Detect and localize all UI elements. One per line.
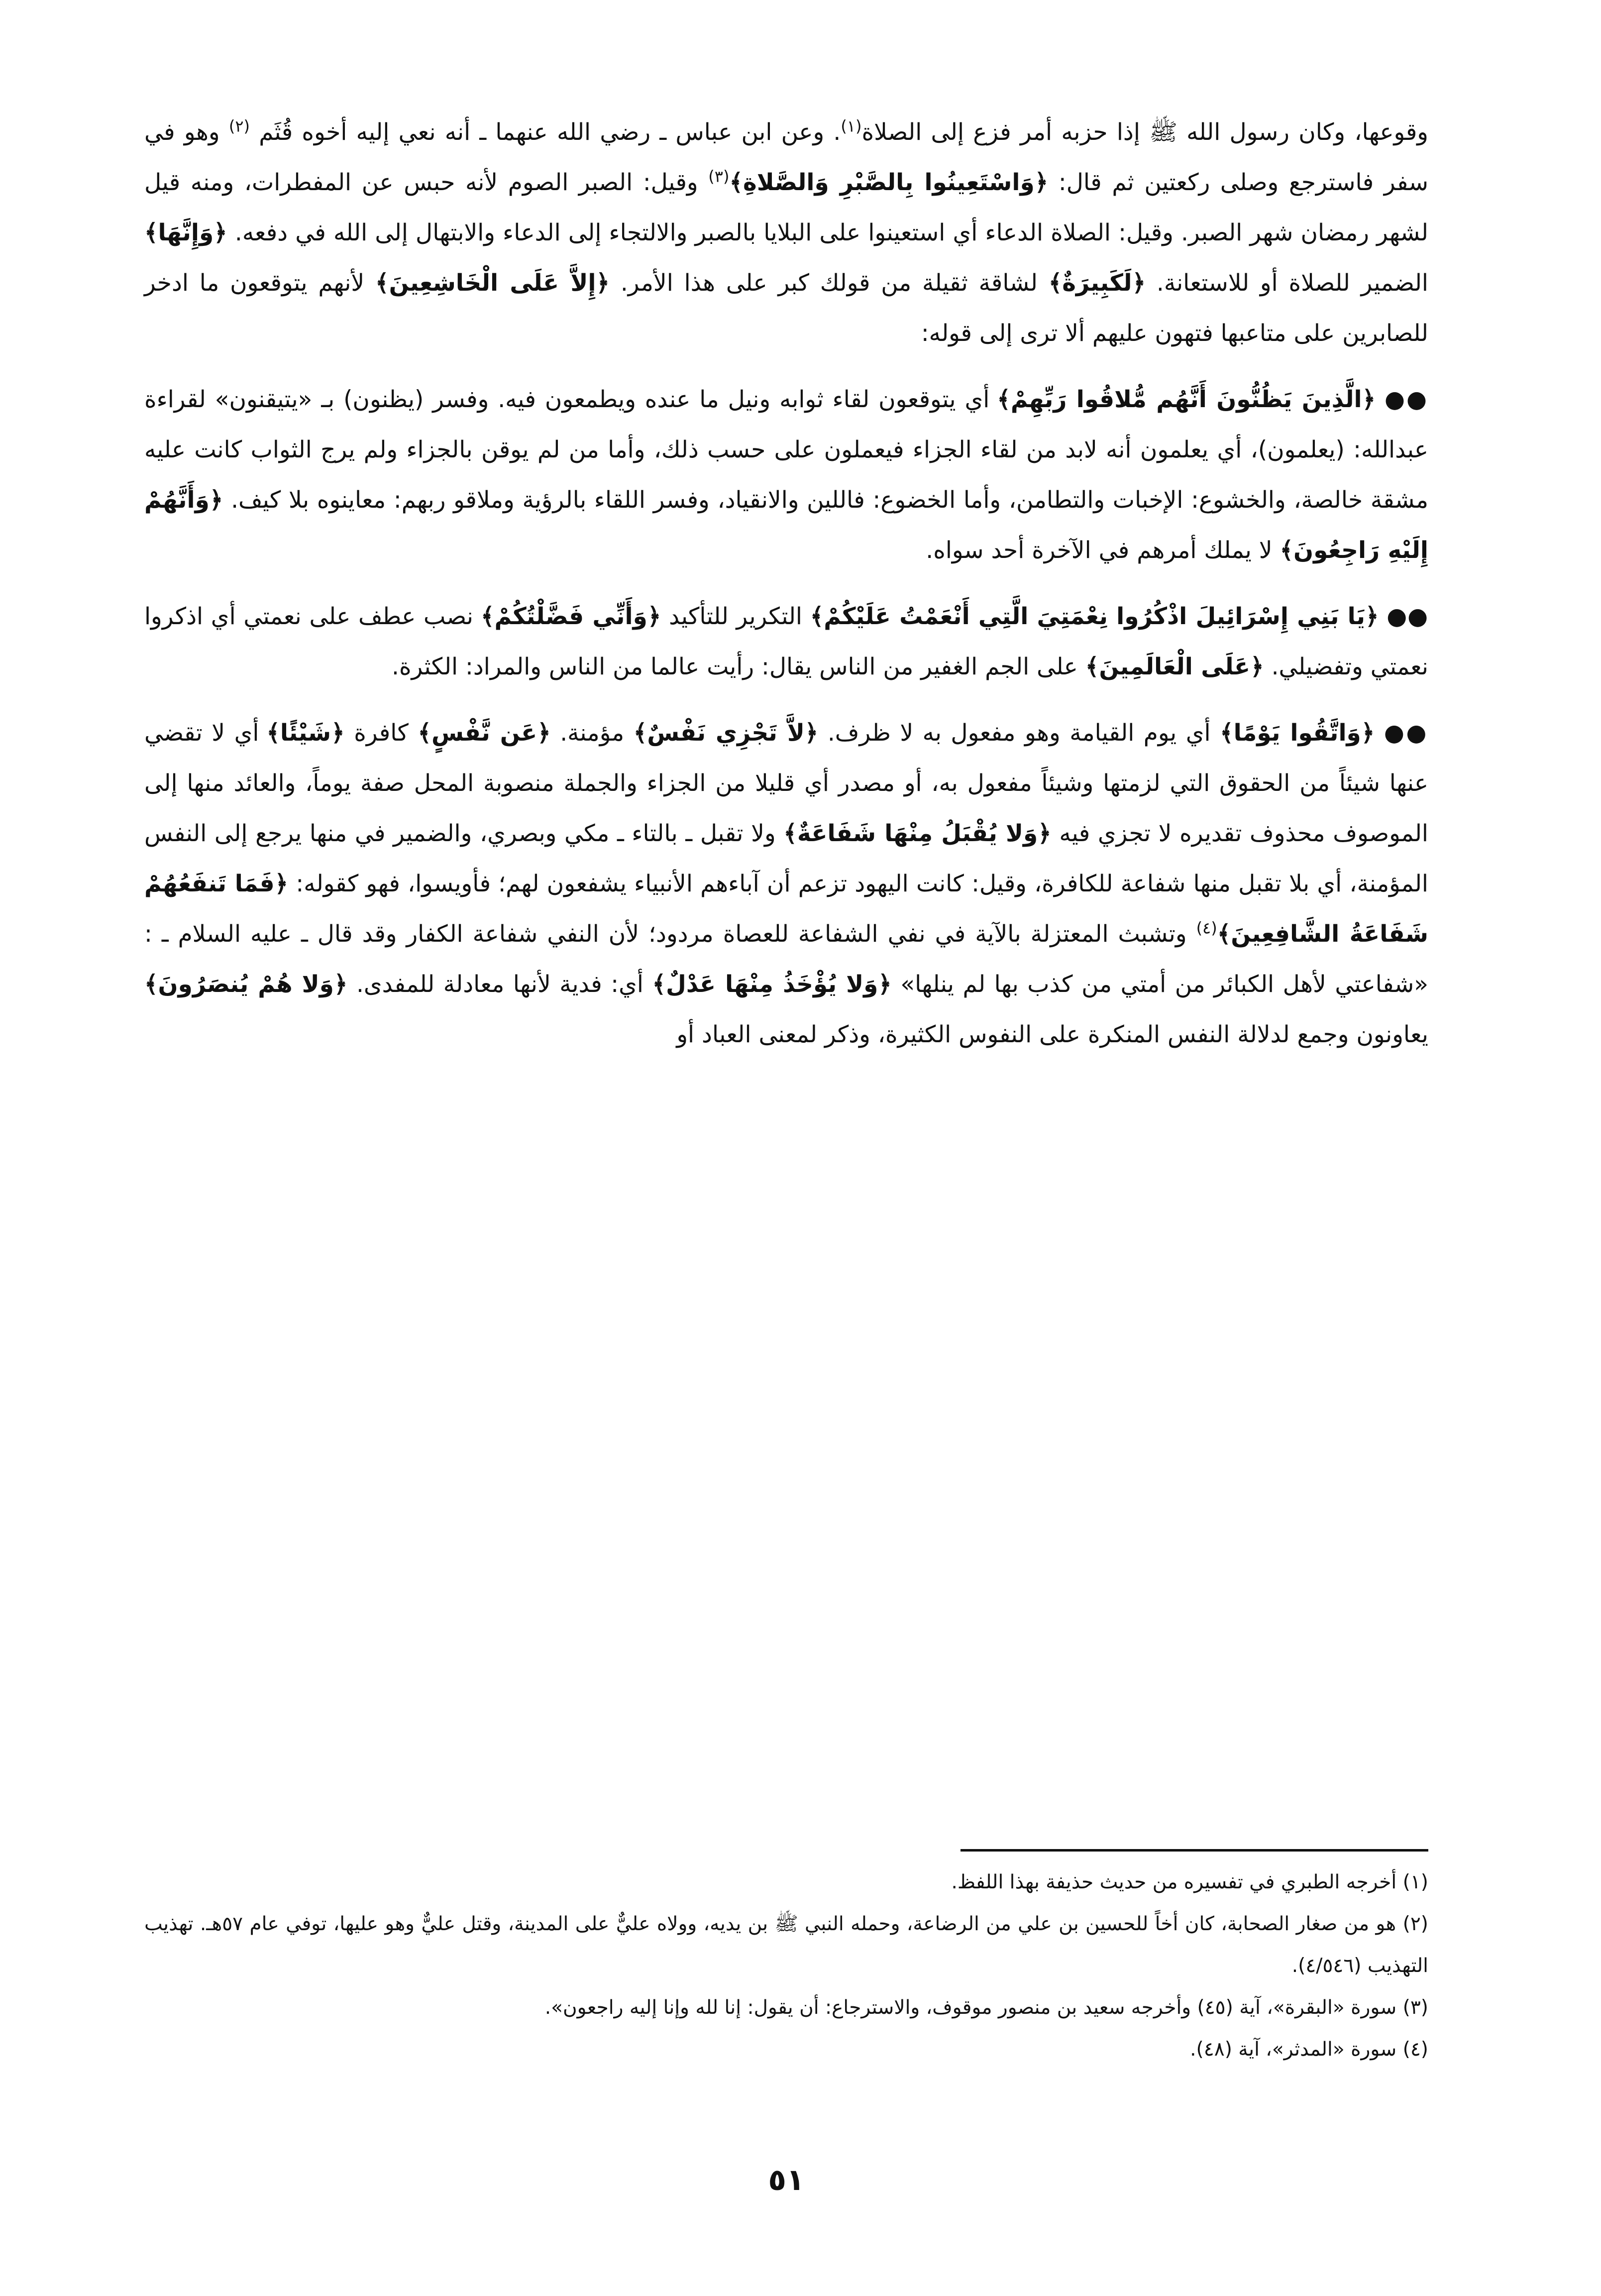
quran-quote: ﴿وَلا يُؤْخَذُ مِنْهَا عَدْلٌ﴾: [652, 971, 892, 998]
paragraph-4: [144, 708, 1428, 1060]
para1-span-11: لشاقة ثقيلة من قولك كبر على هذا الأمر.: [610, 269, 1049, 297]
para1-span-9: الضمير للصلاة أو للاستعانة.: [1146, 269, 1428, 297]
quran-quote: ﴿وَأَنَّهُمْ إِلَيْهِ رَاجِعُونَ﴾: [144, 486, 1428, 564]
footnote-1: (١) أخرجه الطبري في تفسيره من حديث حذيفة بهذا اللفظ.: [951, 1871, 1428, 1893]
para1-span-7: وقيل: الصبر الصوم لأنه حبس عن المفطرات، ومنه قيل لشهر رمضان شهر الصبر. وقيل: الصلاة الدعاء أي استعينوا على البلايا بالصبر والالتجاء إلى الدعاء والابتهال إلى الله في دفعه.: [144, 169, 1428, 246]
para4-span-9: ولا تقبل ـ بالتاء ـ مكي وبصري، والضمير في منها يرجع إلى النفس المؤمنة، أي بلا تقبل منها شفاعة للكافرة، وقيل: كانت اليهود تزعم أن آباءهم الأنبياء يشفعون لهم؛ فأويسوا، فهو كقوله:: [144, 820, 1428, 897]
quran-quote: ﴿وَلا يُقْبَلُ مِنْهَا شَفَاعَةٌ﴾: [783, 820, 1052, 847]
quran-quote: ﴿لَكَبِيرَةٌ﴾: [1048, 269, 1146, 297]
bullet-marker: ●●: [1384, 719, 1428, 747]
footnote-2: (٢) هو من صغار الصحابة، كان أخاً للحسين بن علي من الرضاعة، وحمله النبي ﷺ بن يديه، وولاه عليٌّ على المدينة، وقتل عليٌّ وهو عليها، توفي عام ٥٧هـ. تهذيب التهذيب (٤/٥٤٦).: [144, 1913, 1428, 1977]
paragraph-2: [144, 374, 1428, 575]
para4-span-3: مؤمنة.: [550, 719, 634, 747]
para1-span-2: . وعن ابن عباس ـ رضي الله عنهما ـ أنه نعي إليه أخوه قُثَم: [250, 118, 841, 146]
para1-span-4: وهو في سفر فاسترجع وصلى ركعتين ثم قال:: [144, 118, 1429, 196]
para4-span-7: أي لا تقضي عنها شيئاً من الحقوق التي لزمتها وشيئاً مفعول به، أو مصدر أي قليلا من الجزاء والجملة منصوبة المحل صفة يوماً، والعائد منها إلى الموصوف محذوف تقديره لا تجزي فيه: [144, 719, 1428, 847]
quran-quote: ﴿لاَّ تَجْزِي نَفْسٌ﴾: [633, 719, 819, 747]
book-page: [144, 107, 1428, 2222]
para3-span-5: على الجم الغفير من الناس يقال: رأيت عالما من الناس والمراد: الكثرة.: [392, 653, 1085, 680]
footnote-ref-4: (٤): [1196, 918, 1217, 938]
footnote-3: (٣) سورة «البقرة»، آية (٤٥) وأخرجه سعيد بن منصور موقوف، والاسترجاع: أن يقول: إنا لله وإنا إليه راجعون».: [544, 1996, 1428, 2019]
footnote-ref-3: (٣): [708, 167, 730, 186]
quran-quote: ﴿يَا بَنِي إِسْرَائِيلَ اذْكُرُوا نِعْمَتِيَ الَّتِي أَنْعَمْتُ عَلَيْكُمْ﴾: [810, 603, 1379, 630]
bullet-marker: ●●: [1385, 386, 1429, 413]
quran-quote: ﴿وَأَنِّي فَضَّلْتُكُمْ﴾: [480, 603, 661, 630]
quran-quote: ﴿عَن نَّفْسٍ﴾: [418, 719, 551, 747]
footnotes: [144, 1861, 1428, 2071]
quran-quote: ﴿الَّذِينَ يَظُنُّونَ أَنَّهُم مُّلاقُوا رَبِّهِمْ﴾: [997, 386, 1376, 413]
quran-quote: ﴿شَيْئًا﴾: [266, 719, 345, 747]
footnote-ref-1: (١): [841, 116, 862, 136]
para4-span-14: أي: فدية لأنها معادلة للمفدى.: [347, 971, 652, 998]
quran-quote: ﴿فَمَا تَنفَعُهُمْ شَفَاعَةُ الشَّافِعِينَ﴾: [144, 870, 1428, 948]
main-text: [144, 107, 1428, 1060]
para4-span-12: وتشبث المعتزلة بالآية في نفي الشفاعة للعصاة مردود؛ لأن النفي شفاعة الكفار وقد قال ـ عليه السلام ـ : «شفاعتي لأهل الكبائر من أمتي من كذب بها لم ينلها»: [144, 920, 1429, 998]
para2-span-3: لا يملك أمرهم في الآخرة أحد سواه.: [926, 537, 1280, 564]
para1-span-0: وقوعها، وكان رسول الله ﷺ إذا حزبه أمر فزع إلى الصلاة: [861, 118, 1428, 146]
quran-quote: ﴿وَلا هُمْ يُنصَرُونَ﴾: [144, 971, 348, 998]
paragraph-1: [144, 107, 1428, 358]
para4-span-1: أي يوم القيامة وهو مفعول به لا ظرف.: [818, 719, 1220, 747]
bullet-marker: ●●: [1387, 603, 1428, 630]
footnote-4: (٤) سورة «المدثر»، آية (٤٨).: [1190, 2038, 1428, 2061]
para1-span-13: لأنهم يتوقعون ما ادخر للصابرين على متاعبها فتهون عليهم ألا ترى إلى قوله:: [144, 269, 1428, 347]
para4-span-5: كافرة: [344, 719, 418, 747]
quran-quote: ﴿إِلاَّ عَلَى الْخَاشِعِينَ﴾: [375, 269, 610, 297]
quran-quote: ﴿عَلَى الْعَالَمِينَ﴾: [1085, 653, 1264, 680]
paragraph-3: [144, 591, 1428, 692]
quran-quote: ﴿وَإِنَّهَا﴾: [144, 219, 227, 246]
quran-quote: ﴿وَاتَّقُوا يَوْمًا﴾: [1220, 719, 1375, 747]
para3-span-3: نصب عطف على نعمتي أي اذكروا نعمتي وتفضيلي.: [144, 603, 1428, 680]
para3-span-1: التكرير للتأكيد: [661, 603, 810, 630]
footnote-ref-2: (٢): [228, 116, 250, 136]
para4-span-16: يعاونون وجمع لدلالة النفس المنكرة على النفوس الكثيرة، وذكر لمعنى العباد أو: [676, 1021, 1428, 1048]
footnote-divider: [961, 1849, 1428, 1852]
page-number: ٥١: [768, 2163, 805, 2197]
para2-span-1: أي يتوقعون لقاء ثوابه ونيل ما عنده ويطمعون فيه. وفسر (يظنون) بـ «يتيقنون» لقراءة عبدالله: (يعلمون)، أي يعلمون أنه لابد من لقاء الجزاء فيعملون على حسب ذلك، وأما من لم يوقن بالجزاء ولم يرج الثواب كانت عليه مشقة خالصة، والخشوع: الإخبات والتطامن، وأما الخضوع: فاللين والانقياد، وفسر اللقاء بالرؤية وملاقو ربهم: معاينوه بلا كيف.: [144, 386, 1428, 514]
quran-quote: ﴿وَاسْتَعِينُوا بِالصَّبْرِ وَالصَّلاةِ﴾: [729, 169, 1049, 196]
